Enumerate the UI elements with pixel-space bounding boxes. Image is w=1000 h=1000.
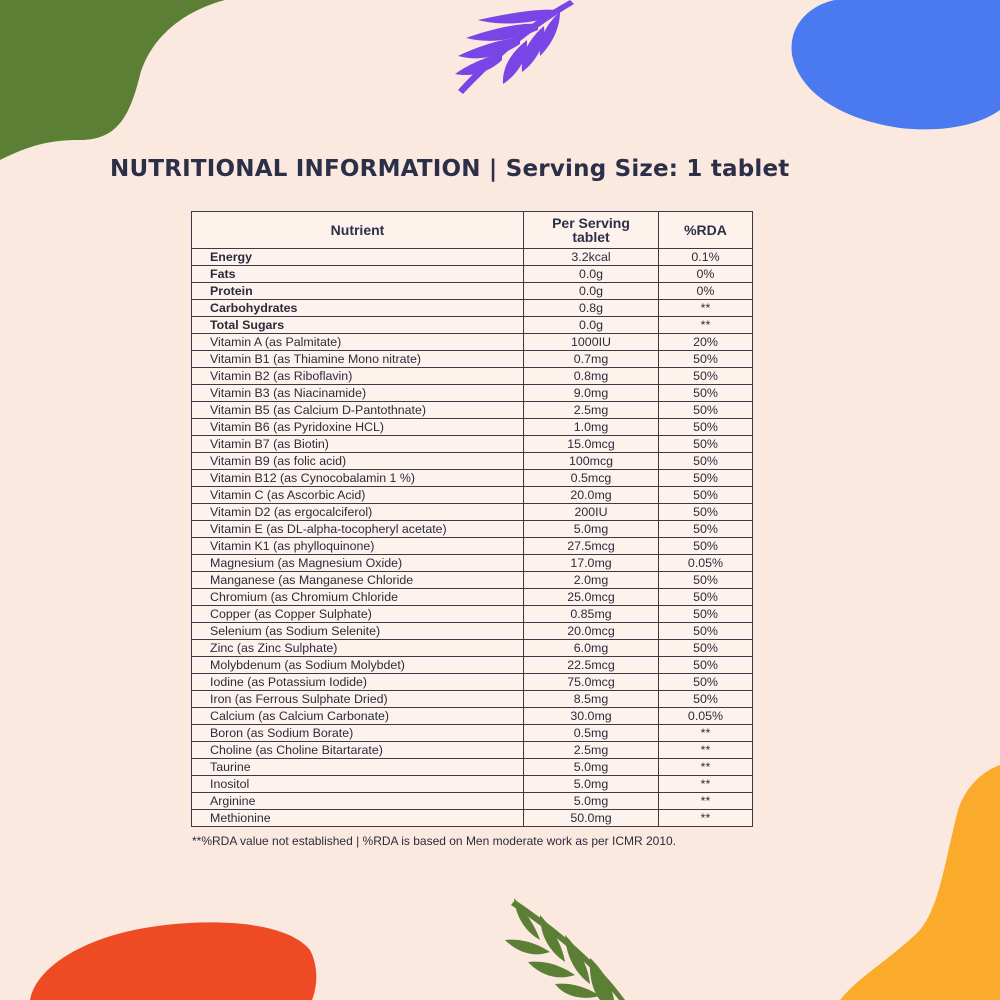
table-row (192, 708, 753, 725)
blue-blob-top-right (792, 0, 1000, 129)
table-row (192, 725, 753, 742)
rda-value: 0.1% (659, 249, 753, 266)
nutrient-name: Vitamin B12 (as Cynocobalamin 1 %) (192, 470, 524, 487)
per-serving-value: 6.0mg (524, 640, 659, 657)
page-title: NUTRITIONAL INFORMATION | Serving Size: 1 tablet (110, 156, 790, 182)
per-serving-value: 25.0mcg (524, 589, 659, 606)
table-row (192, 589, 753, 606)
per-serving-value: 200IU (524, 504, 659, 521)
header-nutrient: Nutrient (192, 212, 524, 249)
table-row (192, 555, 753, 572)
table-row (192, 470, 753, 487)
nutrient-name: Zinc (as Zinc Sulphate) (192, 640, 524, 657)
rda-value: 50% (659, 351, 753, 368)
nutrient-name: Vitamin E (as DL-alpha-tocopheryl acetate) (192, 521, 524, 538)
nutrient-name: Total Sugars (192, 317, 524, 334)
table-row (192, 334, 753, 351)
table-row (192, 759, 753, 776)
table-row (192, 385, 753, 402)
nutrient-name: Vitamin C (as Ascorbic Acid) (192, 487, 524, 504)
per-serving-value: 3.2kcal (524, 249, 659, 266)
per-serving-value: 0.8g (524, 300, 659, 317)
table-row (192, 283, 753, 300)
nutrient-name: Vitamin B6 (as Pyridoxine HCL) (192, 419, 524, 436)
rda-value: 50% (659, 436, 753, 453)
nutrient-name: Fats (192, 266, 524, 283)
per-serving-value: 22.5mcg (524, 657, 659, 674)
rda-value: 50% (659, 385, 753, 402)
table-row (192, 640, 753, 657)
table-row (192, 487, 753, 504)
nutrient-name: Carbohydrates (192, 300, 524, 317)
per-serving-value: 2.5mg (524, 402, 659, 419)
rda-value: 50% (659, 657, 753, 674)
rda-value: 50% (659, 419, 753, 436)
nutrient-name: Iron (as Ferrous Sulphate Dried) (192, 691, 524, 708)
nutrient-name: Vitamin D2 (as ergocalciferol) (192, 504, 524, 521)
per-serving-value: 75.0mcg (524, 674, 659, 691)
rda-value: 50% (659, 504, 753, 521)
table-row (192, 810, 753, 827)
per-serving-value: 0.0g (524, 266, 659, 283)
rda-value: 0.05% (659, 555, 753, 572)
nutrient-name: Vitamin B2 (as Riboflavin) (192, 368, 524, 385)
rda-value: ** (659, 776, 753, 793)
purple-leaf-icon (455, 0, 574, 94)
per-serving-value: 50.0mg (524, 810, 659, 827)
nutrient-name: Vitamin B9 (as folic acid) (192, 453, 524, 470)
rda-value: 50% (659, 623, 753, 640)
per-serving-value: 0.85mg (524, 606, 659, 623)
red-blob-bottom-left (30, 922, 316, 1000)
nutrient-name: Taurine (192, 759, 524, 776)
rda-value: 50% (659, 487, 753, 504)
per-serving-value: 100mcg (524, 453, 659, 470)
table-row (192, 776, 753, 793)
rda-value: ** (659, 300, 753, 317)
per-serving-value: 5.0mg (524, 793, 659, 810)
nutrient-name: Magnesium (as Magnesium Oxide) (192, 555, 524, 572)
per-serving-value: 20.0mcg (524, 623, 659, 640)
per-serving-value: 27.5mcg (524, 538, 659, 555)
table-row (192, 266, 753, 283)
per-serving-value: 0.5mg (524, 725, 659, 742)
nutrient-name: Arginine (192, 793, 524, 810)
nutrient-name: Vitamin B1 (as Thiamine Mono nitrate) (192, 351, 524, 368)
rda-value: 50% (659, 572, 753, 589)
rda-value: 50% (659, 538, 753, 555)
rda-value: 50% (659, 470, 753, 487)
per-serving-value: 2.0mg (524, 572, 659, 589)
nutrient-name: Methionine (192, 810, 524, 827)
table-row (192, 521, 753, 538)
rda-value: 50% (659, 402, 753, 419)
per-serving-value: 5.0mg (524, 759, 659, 776)
table-row (192, 504, 753, 521)
per-serving-value: 9.0mg (524, 385, 659, 402)
nutrient-name: Inositol (192, 776, 524, 793)
nutrient-name: Selenium (as Sodium Selenite) (192, 623, 524, 640)
nutrient-name: Vitamin B5 (as Calcium D-Pantothnate) (192, 402, 524, 419)
table-header-row (192, 212, 753, 249)
nutrient-name: Energy (192, 249, 524, 266)
table-row (192, 249, 753, 266)
per-serving-value: 1000IU (524, 334, 659, 351)
per-serving-value: 1.0mg (524, 419, 659, 436)
per-serving-value: 30.0mg (524, 708, 659, 725)
rda-value: 20% (659, 334, 753, 351)
table-row (192, 691, 753, 708)
table-row (192, 657, 753, 674)
per-serving-value: 5.0mg (524, 521, 659, 538)
rda-value: 50% (659, 691, 753, 708)
nutrition-table-body (192, 249, 753, 827)
nutrient-name: Vitamin K1 (as phylloquinone) (192, 538, 524, 555)
per-serving-value: 17.0mg (524, 555, 659, 572)
nutrient-name: Chromium (as Chromium Chloride (192, 589, 524, 606)
nutrient-name: Iodine (as Potassium Iodide) (192, 674, 524, 691)
green-leaf-icon (505, 898, 625, 1000)
table-row (192, 742, 753, 759)
per-serving-value: 20.0mg (524, 487, 659, 504)
nutrient-name: Protein (192, 283, 524, 300)
table-row (192, 300, 753, 317)
nutrient-name: Molybdenum (as Sodium Molybdet) (192, 657, 524, 674)
green-blob-top-left (0, 0, 225, 160)
per-serving-value: 15.0mcg (524, 436, 659, 453)
nutrient-name: Vitamin B7 (as Biotin) (192, 436, 524, 453)
per-serving-value: 0.8mg (524, 368, 659, 385)
table-row (192, 793, 753, 810)
per-serving-value: 8.5mg (524, 691, 659, 708)
footnote: **%RDA value not established | %RDA is based on Men moderate work as per ICMR 2010. (192, 834, 677, 848)
table-row (192, 402, 753, 419)
table-row (192, 453, 753, 470)
nutrition-table (191, 211, 753, 827)
table-row (192, 368, 753, 385)
table-row (192, 419, 753, 436)
orange-blob-bottom-right (840, 765, 1000, 1000)
table-row (192, 436, 753, 453)
per-serving-value: 0.0g (524, 283, 659, 300)
rda-value: ** (659, 725, 753, 742)
rda-value: 50% (659, 606, 753, 623)
rda-value: ** (659, 810, 753, 827)
rda-value: ** (659, 317, 753, 334)
nutrient-name: Copper (as Copper Sulphate) (192, 606, 524, 623)
rda-value: ** (659, 793, 753, 810)
nutrient-name: Calcium (as Calcium Carbonate) (192, 708, 524, 725)
table-row (192, 317, 753, 334)
nutrient-name: Boron (as Sodium Borate) (192, 725, 524, 742)
rda-value: 50% (659, 453, 753, 470)
rda-value: 0.05% (659, 708, 753, 725)
header-rda: %RDA (659, 212, 753, 249)
table-row (192, 351, 753, 368)
nutrient-name: Vitamin A (as Palmitate) (192, 334, 524, 351)
rda-value: ** (659, 759, 753, 776)
rda-value: 50% (659, 674, 753, 691)
per-serving-value: 5.0mg (524, 776, 659, 793)
rda-value: 50% (659, 521, 753, 538)
per-serving-value: 0.5mcg (524, 470, 659, 487)
per-serving-value: 0.0g (524, 317, 659, 334)
rda-value: 50% (659, 640, 753, 657)
table-row (192, 674, 753, 691)
rda-value: 0% (659, 266, 753, 283)
per-serving-value: 2.5mg (524, 742, 659, 759)
per-serving-value: 0.7mg (524, 351, 659, 368)
table-row (192, 572, 753, 589)
nutrient-name: Choline (as Choline Bitartarate) (192, 742, 524, 759)
nutrient-name: Manganese (as Manganese Chloride (192, 572, 524, 589)
rda-value: ** (659, 742, 753, 759)
rda-value: 50% (659, 589, 753, 606)
rda-value: 50% (659, 368, 753, 385)
nutrient-name: Vitamin B3 (as Niacinamide) (192, 385, 524, 402)
table-row (192, 538, 753, 555)
header-per-serving: Per Serving tablet (524, 212, 659, 249)
table-row (192, 606, 753, 623)
rda-value: 0% (659, 283, 753, 300)
table-row (192, 623, 753, 640)
